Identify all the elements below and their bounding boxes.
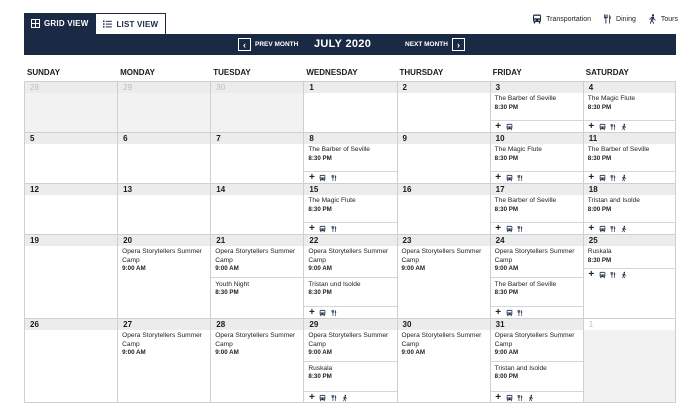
walking-icon[interactable] [341, 394, 348, 402]
bus-icon[interactable] [319, 225, 326, 233]
day-number: 2 [398, 82, 490, 93]
dining-icon[interactable] [610, 271, 617, 279]
day-number: 1 [584, 319, 675, 330]
day-number: 29 [304, 319, 396, 330]
add-icon[interactable]: + [495, 171, 502, 183]
day-number: 31 [491, 319, 583, 330]
bus-icon[interactable] [506, 123, 513, 131]
dining-label: Dining [616, 15, 636, 23]
day-number: 13 [118, 184, 210, 195]
event-options-bar [584, 120, 675, 132]
dining-icon[interactable] [610, 225, 617, 233]
day-number: 4 [584, 82, 675, 93]
event-title: Opera Storytellers Summer Camp [494, 332, 575, 348]
day-number: 14 [211, 184, 303, 195]
event-time: 9:00 AM [308, 265, 332, 272]
day-number: 26 [25, 319, 117, 330]
walking-icon[interactable] [528, 394, 535, 402]
view-tabs [24, 13, 166, 34]
calendar-event[interactable] [118, 330, 210, 358]
event-options-bar [304, 222, 396, 234]
add-icon[interactable]: + [495, 391, 502, 403]
add-icon[interactable]: + [495, 306, 502, 318]
dining-icon[interactable] [517, 225, 524, 233]
day-number: 23 [398, 235, 490, 246]
day-cell[interactable] [303, 183, 396, 234]
event-time: 8:30 PM [587, 103, 612, 111]
bus-icon[interactable] [506, 309, 513, 317]
event-title: Tristan and Isolde [494, 364, 547, 372]
dining-filter[interactable] [603, 14, 636, 24]
list-icon [103, 20, 112, 28]
grid-icon [31, 19, 40, 28]
day-cell[interactable] [583, 183, 676, 234]
month-navigation [24, 34, 676, 55]
dining-icon[interactable] [330, 174, 337, 182]
calendar-event[interactable] [491, 330, 583, 358]
calendar-grid [24, 64, 676, 403]
calendar-event[interactable] [398, 330, 490, 358]
bus-icon[interactable] [599, 225, 606, 233]
dining-icon[interactable] [517, 309, 524, 317]
day-number: 19 [25, 235, 117, 246]
calendar-event[interactable] [118, 246, 210, 274]
day-number: 16 [398, 184, 490, 195]
bus-icon[interactable] [506, 174, 513, 182]
day-cell[interactable] [24, 318, 117, 403]
event-title: Opera Storytellers Summer Camp [215, 248, 296, 264]
day-cell[interactable] [583, 132, 676, 183]
day-cell[interactable] [24, 81, 117, 132]
day-number: 1 [304, 82, 396, 93]
grid-view-label: GRID VIEW [44, 19, 89, 28]
event-time: 9:00 AM [215, 349, 239, 356]
event-title: The Magic Flute [308, 197, 356, 204]
bus-icon[interactable] [506, 225, 513, 233]
day-cell[interactable] [210, 234, 303, 318]
event-time: 9:00 AM [401, 349, 425, 356]
day-cell[interactable] [397, 132, 490, 183]
day-number: 7 [211, 133, 303, 144]
walking-icon[interactable] [621, 225, 628, 233]
day-cell[interactable] [583, 81, 676, 132]
day-number: 28 [25, 82, 117, 93]
event-title: The Barber of Seville [308, 146, 370, 153]
day-cell[interactable] [397, 183, 490, 234]
day-number: 30 [211, 82, 303, 93]
event-title: Opera Storytellers Summer Camp [401, 332, 482, 348]
dining-icon[interactable] [610, 174, 617, 182]
calendar-event[interactable] [304, 361, 396, 382]
dining-icon[interactable] [330, 309, 337, 317]
day-cell[interactable] [24, 234, 117, 318]
event-time: 8:30 PM [494, 289, 519, 296]
event-time: 9:00 AM [308, 349, 332, 356]
day-number: 11 [584, 133, 675, 144]
day-cell[interactable] [210, 183, 303, 234]
day-number: 27 [118, 319, 210, 330]
calendar-event[interactable] [584, 195, 675, 214]
day-cell[interactable] [397, 318, 490, 403]
weekday-header: FRIDAY [492, 68, 522, 77]
week-row [24, 81, 676, 132]
bus-icon[interactable] [506, 394, 513, 402]
day-number: 21 [211, 235, 303, 246]
event-options-bar [491, 120, 583, 132]
day-cell[interactable] [490, 81, 583, 132]
event-options-bar [584, 171, 675, 183]
list-view-tab[interactable] [95, 13, 166, 34]
day-cell[interactable] [117, 234, 210, 318]
event-title: The Magic Flute [587, 95, 636, 102]
day-number: 22 [304, 235, 396, 246]
day-number: 6 [118, 133, 210, 144]
day-cell[interactable] [210, 318, 303, 403]
calendar-event[interactable] [491, 246, 583, 274]
add-icon[interactable]: + [495, 120, 502, 132]
add-icon[interactable]: + [308, 306, 315, 318]
calendar-event[interactable] [304, 246, 396, 274]
event-time: 8:00 PM [494, 373, 519, 380]
calendar-event[interactable] [304, 195, 396, 214]
event-title: Youth Night [215, 280, 250, 288]
add-icon[interactable]: + [308, 171, 315, 183]
next-month-button[interactable] [405, 37, 465, 52]
add-icon[interactable]: + [588, 222, 595, 234]
weekday-header: SATURDAY [585, 68, 629, 77]
calendar-event[interactable] [584, 93, 675, 112]
calendar-event[interactable] [304, 330, 396, 358]
day-number: 17 [491, 184, 583, 195]
bus-icon[interactable] [599, 123, 606, 131]
transportation-label: Transportation [546, 15, 592, 23]
day-cell[interactable] [303, 318, 396, 403]
bus-icon[interactable] [599, 271, 606, 279]
dining-icon[interactable] [330, 225, 337, 233]
add-icon[interactable]: + [308, 391, 315, 403]
month-title: JULY 2020 [314, 38, 372, 50]
dining-icon[interactable] [517, 394, 524, 402]
chevron-left-icon: ‹ [238, 38, 251, 51]
day-cell[interactable] [303, 234, 396, 318]
filter-legend [532, 14, 678, 24]
event-time: 8:30 PM [308, 373, 332, 380]
prev-month-button[interactable] [238, 37, 298, 52]
calendar-event[interactable] [584, 246, 675, 265]
add-icon[interactable]: + [495, 222, 502, 234]
event-title: Opera Storytellers Summer Camp [122, 332, 203, 348]
tours-label: Tours [660, 15, 678, 23]
calendar-event[interactable] [398, 246, 490, 274]
dining-icon [603, 14, 612, 24]
event-time: 9:00 AM [401, 265, 425, 272]
event-time: 9:00 AM [494, 265, 519, 272]
event-title: Tristan and Isolde [587, 197, 640, 204]
weekday-header: SUNDAY [27, 68, 61, 77]
dining-icon[interactable] [330, 394, 337, 402]
add-icon[interactable]: + [308, 222, 315, 234]
day-number: 3 [491, 82, 583, 93]
event-title: The Barber of Seville [494, 280, 557, 288]
event-title: The Barber of Seville [587, 146, 650, 153]
bus-icon[interactable] [319, 394, 326, 402]
event-title: Opera Storytellers Summer Camp [122, 248, 203, 264]
weekday-header: THURSDAY [399, 68, 444, 77]
event-title: Opera Storytellers Summer Camp [215, 332, 296, 348]
event-time: 8:30 PM [494, 205, 519, 213]
day-number: 25 [584, 235, 675, 246]
calendar-bottom-border [24, 402, 676, 403]
day-cell[interactable] [583, 234, 676, 318]
event-time: 9:00 AM [122, 265, 146, 272]
weekday-header-row [24, 64, 676, 81]
calendar-event[interactable] [491, 361, 583, 382]
week-row [24, 132, 676, 183]
transportation-filter[interactable] [532, 14, 591, 24]
calendar-event[interactable] [304, 277, 396, 298]
day-cell[interactable] [24, 132, 117, 183]
week-row [24, 183, 676, 234]
weekday-header: MONDAY [120, 68, 155, 77]
day-cell[interactable] [303, 132, 396, 183]
event-title: The Barber of Seville [494, 197, 557, 204]
day-cell[interactable] [117, 132, 210, 183]
chevron-right-icon: › [452, 38, 465, 51]
grid-view-tab[interactable] [24, 13, 95, 34]
day-number: 8 [304, 133, 396, 144]
event-time: 9:00 AM [215, 265, 239, 272]
day-cell[interactable] [490, 318, 583, 403]
event-title: Opera Storytellers Summer Camp [494, 248, 575, 264]
event-time: 8:30 PM [308, 154, 332, 162]
day-number: 15 [304, 184, 396, 195]
weekday-header: TUESDAY [213, 68, 251, 77]
event-title: Tristan und Isolde [308, 280, 361, 288]
walking-icon[interactable] [621, 271, 628, 279]
calendar-event[interactable] [211, 277, 303, 298]
day-cell[interactable] [397, 81, 490, 132]
walking-icon[interactable] [621, 123, 628, 131]
week-row [24, 318, 676, 403]
event-options-bar [584, 222, 675, 234]
event-time: 9:00 AM [122, 349, 146, 356]
day-number: 10 [491, 133, 583, 144]
day-cell[interactable] [583, 318, 676, 403]
day-number: 12 [25, 184, 117, 195]
event-time: 9:00 AM [494, 349, 519, 356]
day-cell[interactable] [397, 234, 490, 318]
bus-icon [532, 14, 542, 24]
day-number: 5 [25, 133, 117, 144]
dining-icon[interactable] [610, 123, 617, 131]
calendar-event[interactable] [304, 144, 396, 163]
event-time: 8:30 PM [308, 289, 332, 296]
calendar-event[interactable] [211, 246, 303, 274]
walking-icon[interactable] [621, 174, 628, 182]
dining-icon[interactable] [517, 174, 524, 182]
event-time: 8:00 PM [587, 205, 612, 213]
tours-filter[interactable] [648, 14, 678, 24]
event-title: Opera Storytellers Summer Camp [308, 332, 389, 348]
event-title: The Magic Flute [494, 146, 542, 153]
prev-month-label: PREV MONTH [255, 41, 299, 48]
day-cell[interactable] [117, 318, 210, 403]
event-options-bar [304, 306, 396, 318]
event-title: Ruskala [587, 248, 612, 255]
bus-icon[interactable] [319, 174, 326, 182]
calendar-event[interactable] [491, 277, 583, 298]
weekday-header: WEDNESDAY [306, 68, 358, 77]
event-time: 8:30 PM [587, 256, 612, 264]
add-icon[interactable]: + [588, 268, 595, 280]
walking-icon [648, 14, 657, 24]
day-number: 18 [584, 184, 675, 195]
day-number: 9 [398, 133, 490, 144]
event-options-bar [584, 268, 675, 280]
calendar-event[interactable] [491, 144, 583, 163]
add-icon[interactable]: + [588, 120, 595, 132]
calendar-event[interactable] [491, 93, 583, 112]
top-bar [0, 0, 700, 34]
day-cell[interactable] [210, 132, 303, 183]
calendar-event[interactable] [491, 195, 583, 214]
event-time: 8:30 PM [215, 289, 239, 296]
day-number: 28 [211, 319, 303, 330]
calendar-event[interactable] [211, 330, 303, 358]
day-cell[interactable] [490, 132, 583, 183]
event-options-bar [491, 306, 583, 318]
event-options-bar [491, 222, 583, 234]
day-cell[interactable] [490, 183, 583, 234]
day-cell[interactable] [117, 81, 210, 132]
day-number: 30 [398, 319, 490, 330]
day-number: 20 [118, 235, 210, 246]
event-time: 8:30 PM [494, 103, 519, 111]
event-title: The Barber of Seville [494, 95, 557, 102]
week-row [24, 234, 676, 318]
calendar-event[interactable] [584, 144, 675, 163]
day-cell[interactable] [490, 234, 583, 318]
list-view-label: LIST VIEW [116, 19, 159, 29]
next-month-label: NEXT MONTH [405, 41, 448, 48]
event-time: 8:30 PM [494, 154, 519, 162]
day-cell[interactable] [24, 183, 117, 234]
event-options-bar [304, 171, 396, 183]
day-number: 29 [118, 82, 210, 93]
event-options-bar [491, 171, 583, 183]
day-cell[interactable] [117, 183, 210, 234]
event-title: Ruskala [308, 364, 333, 372]
event-title: Opera Storytellers Summer Camp [308, 248, 389, 264]
day-cell[interactable] [210, 81, 303, 132]
day-number: 24 [491, 235, 583, 246]
day-cell[interactable] [303, 81, 396, 132]
add-icon[interactable]: + [588, 171, 595, 183]
event-time: 8:30 PM [308, 205, 332, 213]
event-title: Opera Storytellers Summer Camp [401, 248, 482, 264]
bus-icon[interactable] [599, 174, 606, 182]
bus-icon[interactable] [319, 309, 326, 317]
event-time: 8:30 PM [587, 154, 612, 162]
